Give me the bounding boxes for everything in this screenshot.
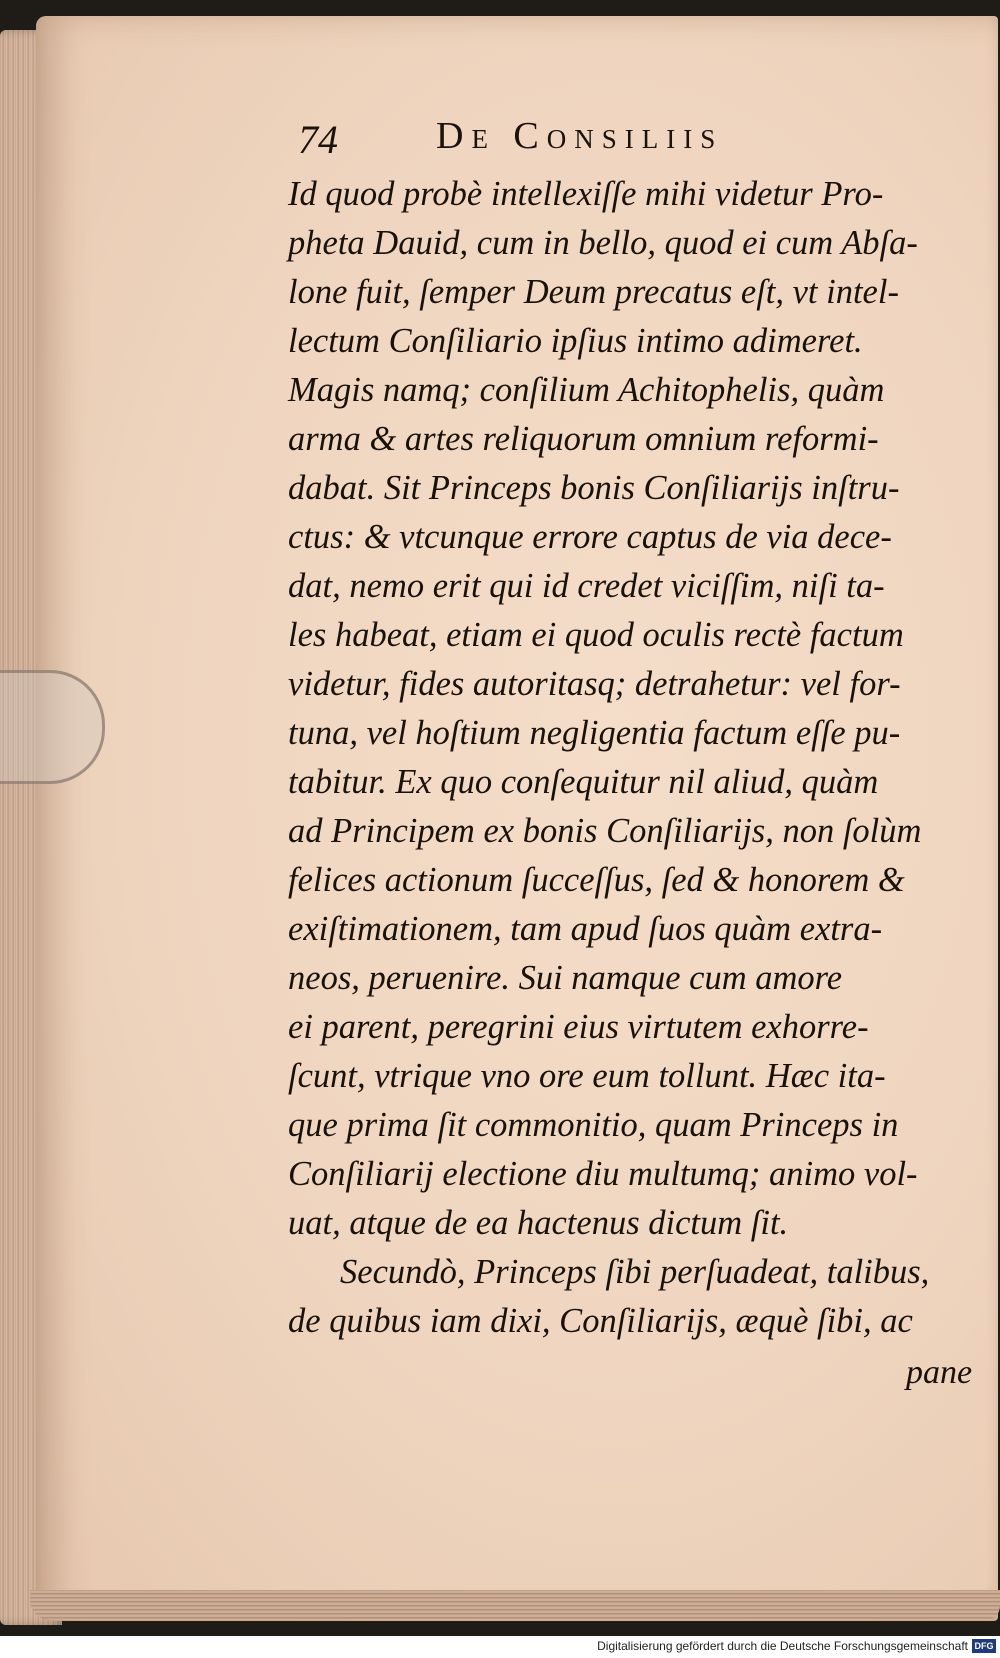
text-line: tabitur. Ex quo conſequitur nil aliud, quàm (288, 763, 879, 801)
book-bottom-edges (30, 1590, 1000, 1620)
footer-credit: Digitalisierung gefördert durch die Deutsche Forschungsgemeinschaft (597, 1639, 968, 1653)
text-line: arma & artes reliquorum omnium reformi- (288, 420, 879, 458)
text-line: ſcunt, vtrique vno ore eum tollunt. Hæc ita- (288, 1057, 886, 1095)
page-clip (0, 670, 105, 784)
text-line: tuna, vel hoſtium negligentia factum eſſe pu- (288, 714, 901, 752)
text-line: Magis namq; conſilium Achitophelis, quàm (288, 371, 885, 409)
page-header (298, 112, 918, 168)
text-line: de quibus iam dixi, Conſiliarijs, æquè ſibi, ac (288, 1302, 913, 1340)
text-line: videtur, fides autoritasq; detrahetur: vel for- (288, 665, 901, 703)
text-line: neos, peruenire. Sui namque cum amore (288, 959, 843, 997)
digitization-footer (0, 1636, 1000, 1658)
text-line: Conſiliarij electione diu multumq; animo vol- (288, 1155, 918, 1193)
text-line: que prima ſit commonitio, quam Princeps in (288, 1106, 899, 1144)
catchword: pane (906, 1354, 973, 1391)
text-line: Id quod probè intellexiſſe mihi videtur Pro- (288, 175, 884, 213)
text-line: uat, atque de ea hactenus dictum ſit. (288, 1204, 789, 1242)
text-line: ei parent, peregrini eius virtutem exhorre- (288, 1008, 869, 1046)
text-line: les habeat, etiam ei quod oculis rectè factum (288, 616, 904, 654)
text-line: dabat. Sit Princeps bonis Conſiliarijs inſtru- (288, 469, 900, 507)
text-line: ad Principem ex bonis Conſiliarijs, non ſolùm (288, 812, 922, 850)
text-line: ctus: & vtcunque errore captus de via dece- (288, 518, 892, 556)
text-line: dat, nemo erit qui id credet viciſſim, niſi ta- (288, 567, 885, 605)
text-line: Secundò, Princeps ſibi perſuadeat, talibus, (340, 1253, 930, 1291)
dfg-logo: DFG (972, 1639, 996, 1653)
page-number: 74 (298, 117, 338, 162)
running-title: De Consiliis (436, 115, 724, 157)
body-text (288, 170, 988, 1346)
text-line: lone fuit, ſemper Deum precatus eſt, vt intel- (288, 273, 899, 311)
text-line: lectum Conſiliario ipſius intimo adimeret. (288, 322, 863, 360)
text-line: pheta Dauid, cum in bello, quod ei cum Abſa- (288, 224, 918, 262)
text-line: felices actionum ſucceſſus, ſed & honorem & (288, 861, 905, 899)
text-line: exiſtimationem, tam apud ſuos quàm extra- (288, 910, 883, 948)
